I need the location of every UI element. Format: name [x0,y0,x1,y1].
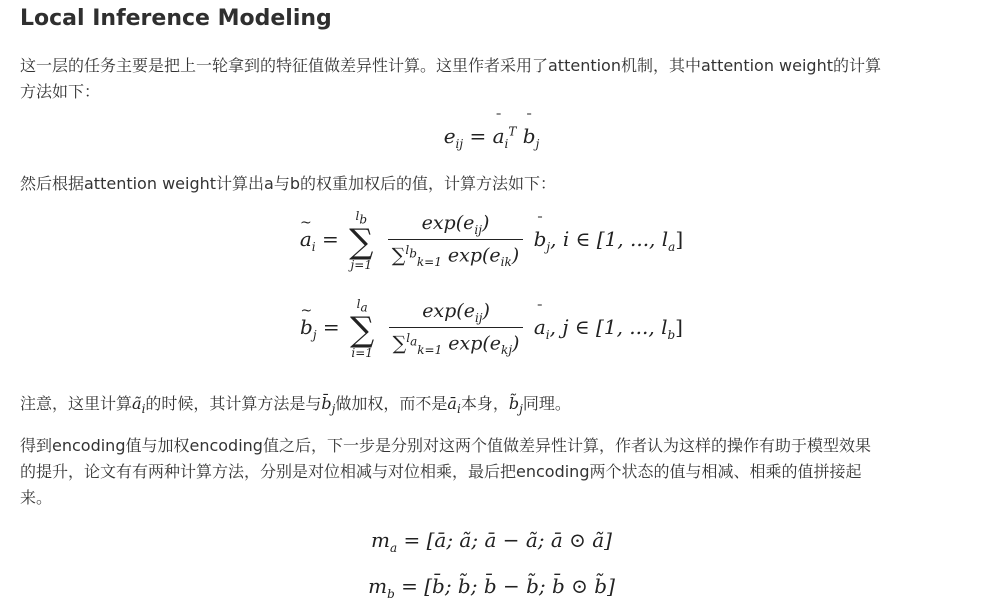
equation-m-a: $m_a$ = [ā; ã; ā − ã; ā ⊙ ã] [371,528,612,555]
equation-attention-weight: $e_{ij}$ = ¯ $a_i^T$ ¯ $b_j$ [443,112,540,151]
paragraph-1-line-1: 这一层的任务主要是把上一轮拿到的特征值做差异性计算。这里作者采用了attention机制，其中attention weight的计算 [20,56,882,75]
paragraph-2: 然后根据attention weight计算出a与b的权重加权后的值，计算方法如下： [20,174,556,193]
paragraph-3: 注意，这里计算$ã_i$的时候，其计算方法是与$b̄_j$做加权，而不是$ā_i$本身，$b̃_j$同理。 [20,394,571,417]
equation-m-b: $m_b$ = [b̄; b̃; b̄ − b̃; b̄ ⊙ b̃] [368,574,615,601]
equation-b-tilde: ~ $b_j$ = $l_a$ ∑ i=1 $\frac{\exp(e_{ij})}{\sum^{l_a}_{k=1} \exp(e_{kj})}$ ¯ $a_i$, j ∈ [1, ..., $l_b$] [300,297,683,361]
inline-math-b-bar: $b̄_j$ [321,394,336,417]
paragraph-1-line-2: 方法如下： [20,82,101,101]
equation-a-tilde: ~ $a_i$ = $l_b$ ∑ j=1 $\frac{\exp(e_{ij})}{\sum^{l_b}_{k=1} \exp(e_{ik})}$ ¯ $b_j$, i ∈ [1, ..., $l_a$] [299,209,684,273]
inline-math-b-tilde: $b̃_j$ [508,394,523,417]
section-heading: Local Inference Modeling [20,6,332,31]
inline-math-a-tilde: $ã_i$ [132,394,146,417]
paragraph-4-line-3: 来。 [20,488,53,507]
paragraph-4-line-2: 的提升，论文有有两种计算方法，分别是对位相减与对位相乘，最后把encoding两个状态的值与相减、相乘的值拼接起 [20,462,862,481]
inline-math-a-bar: $ā_i$ [447,394,461,417]
paragraph-4-line-1: 得到encoding值与加权encoding值之后，下一步是分别对这两个值做差异性计算，作者认为这样的操作有助于模型效果 [20,436,871,455]
